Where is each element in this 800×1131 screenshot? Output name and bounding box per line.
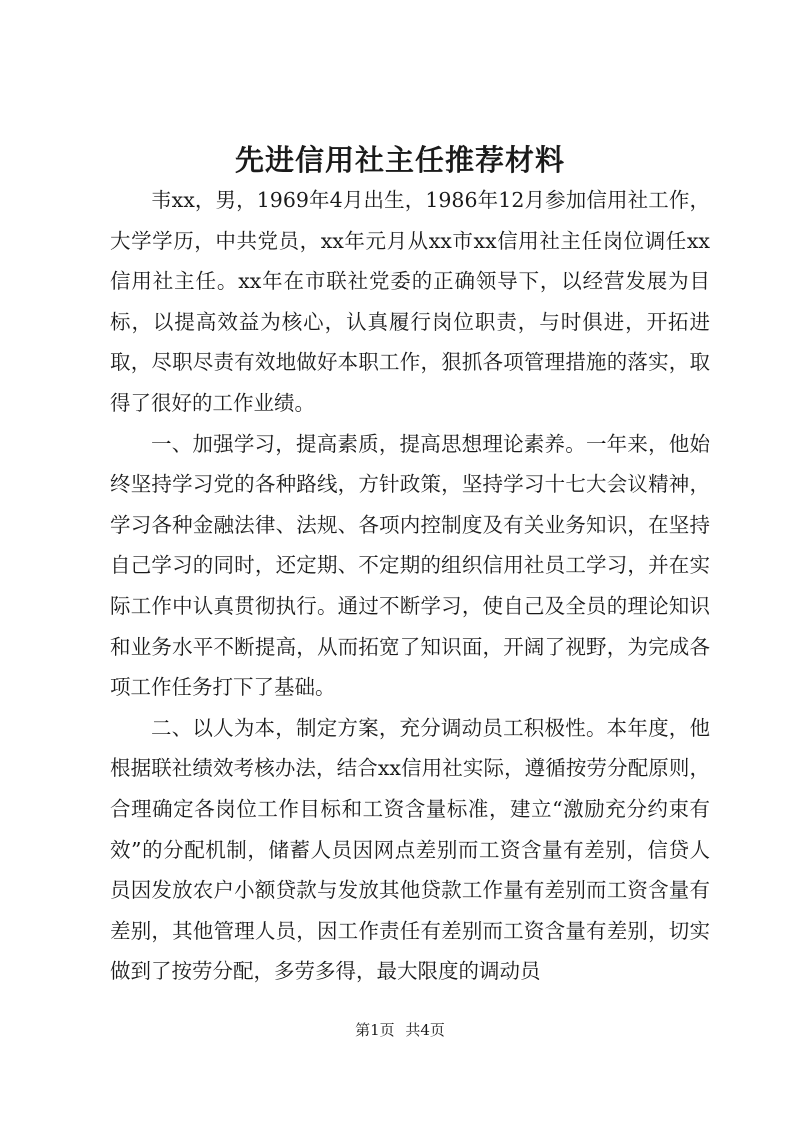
paragraph-intro: 韦xx，男，1969年4月出生，1986年12月参加信用社工作，大学学历，中共党员，xx年元月从xx市xx信用社主任岗位调任xx信用社主任。xx年在市联社党委的正确领导下，以经营发展为目标，以提高效益为核心，认真履行岗位职责，与时俱进，开拓进取，尽职尽责有效地做好本职工作，狠抓各项管理措施的落实，取得了很好的工作业绩。 — [110, 188, 710, 415]
page-total: 共4页 — [405, 1021, 445, 1039]
paragraph-section-1: 一、加强学习，提高素质，提高思想理论素养。一年来，他始终坚持学习党的各种路线，方针政策，坚持学习十七大会议精神，学习各种金融法律、法规、各项内控制度及有关业务知识，在坚持自己学习的同时，还定期、不定期的组织信用社员工学习，并在实际工作中认真贯彻执行。通过不断学习，使自己及全员的理论知识和业务水平不断提高，从而拓宽了知识面，开阔了视野，为完成各项工作任务打下了基础。 — [110, 431, 710, 700]
page-footer — [0, 1020, 800, 1040]
document-body — [110, 180, 710, 992]
paragraph-section-2: 二、以人为本，制定方案，充分调动员工积极性。本年度，他根据联社绩效考核办法，结合xx信用社实际，遵循按劳分配原则，合理确定各岗位工作目标和工资含量标准，建立“激励充分约束有效”的分配机制，储蓄人员因网点差别而工资含量有差别，信贷人员因发放农户小额贷款与发放其他贷款工作量有差别而工资含量有差别，其他管理人员，因工作责任有差别而工资含量有差别，切实做到了按劳分配，多劳多得，最大限度的调动员 — [110, 715, 710, 984]
page-title: 先进信用社主任推荐材料 — [234, 143, 565, 177]
page-number: 第1页 — [355, 1021, 395, 1039]
